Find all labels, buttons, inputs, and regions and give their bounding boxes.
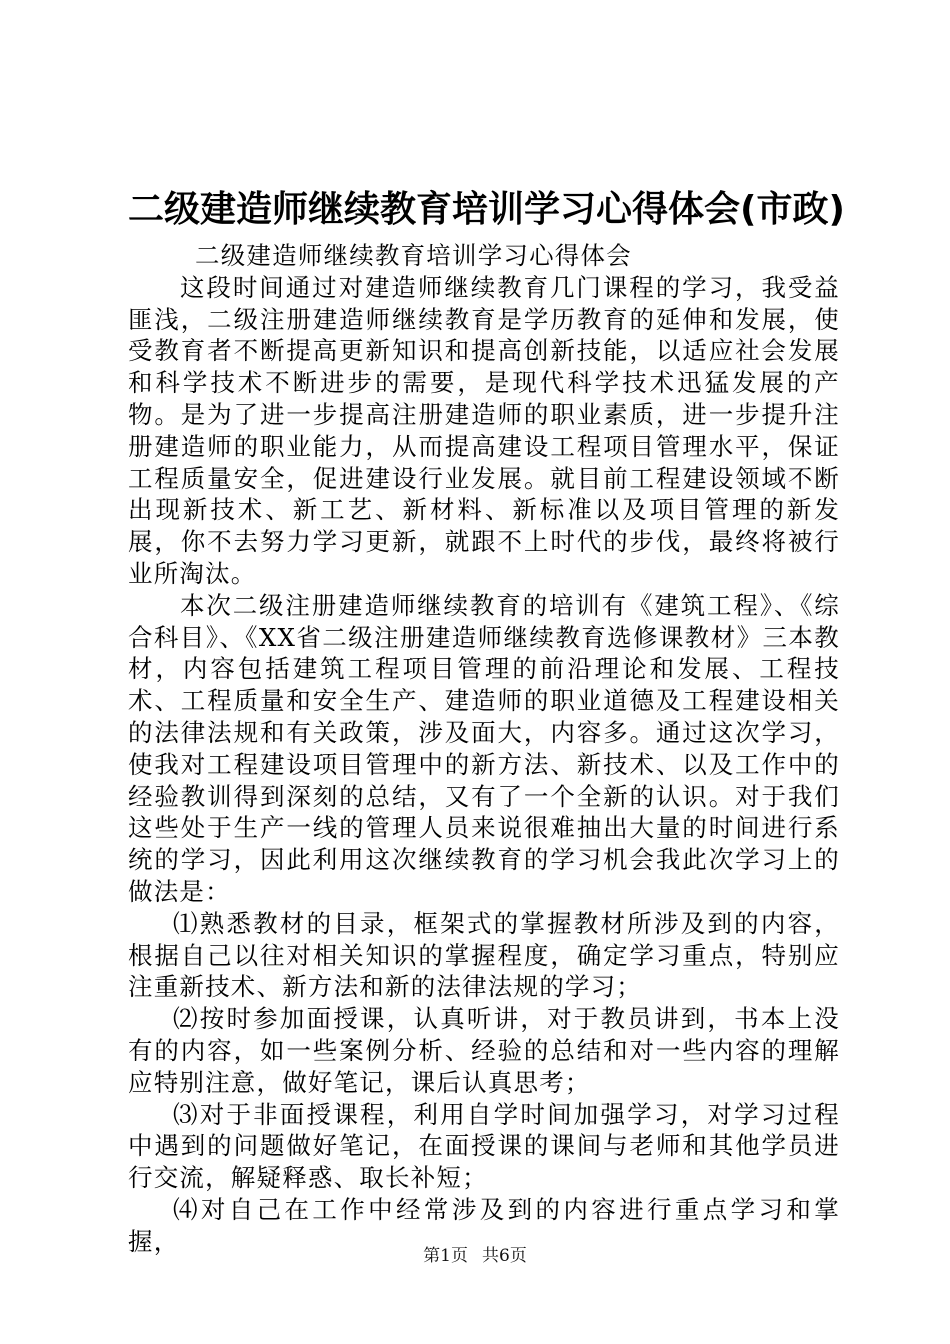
document-subtitle: 二级建造师继续教育培训学习心得体会 [195, 241, 632, 270]
page-number: 第1页 [423, 1246, 468, 1266]
page-total: 共6页 [482, 1246, 527, 1266]
page-footer [0, 1244, 950, 1268]
list-item-3: ⑶对于非面授课程，利用自学时间加强学习，对学习过程中遇到的问题做好笔记，在面授课的课间与老师和其他学员进行交流，解疑释惑、取长补短； [128, 1099, 840, 1193]
list-item-1: ⑴熟悉教材的目录，框架式的掌握教材所涉及到的内容，根据自己以往对相关知识的掌握程度，确定学习重点，特别应注重新技术、新方法和新的法律法规的学习； [128, 908, 840, 1002]
paragraph-training: 本次二级注册建造师继续教育的培训有《建筑工程》、《综合科目》、《XX省二级注册建造师继续教育选修课教材》三本教材，内容包括建筑工程项目管理的前沿理论和发展、工程技术、工程质量和安全生产、建造师的职业道德及工程建设相关的法律法规和有关政策，涉及面大，内容多。通过这次学习，使我对工程建设项目管理中的新方法、新技术、以及工作中的经验教训得到深刻的总结，又有了一个全新的认识。对于我们这些处于生产一线的管理人员来说很难抽出大量的时间进行系统的学习，因此利用这次继续教育的学习机会我此次学习上的做法是： [128, 590, 840, 906]
list-item-4: ⑷对自己在工作中经常涉及到的内容进行重点学习和掌握， [128, 1194, 840, 1256]
document-title: 二级建造师继续教育培训学习心得体会(市政) [128, 189, 845, 230]
list-item-2: ⑵按时参加面授课，认真听讲，对于教员讲到，书本上没有的内容，如一些案例分析、经验的总结和对一些内容的理解应特别注意，做好笔记，课后认真思考； [128, 1004, 840, 1097]
paragraph-intro: 这段时间通过对建造师继续教育几门课程的学习，我受益匪浅，二级注册建造师继续教育是学历教育的延伸和发展，使受教育者不断提高更新知识和提高创新技能，以适应社会发展和科学技术不断进步的需要，是现代科学技术迅猛发展的产物。是为了进一步提高注册建造师的职业素质，进一步提升注册建造师的职业能力，从而提高建设工程项目管理水平，保证工程质量安全，促进建设行业发展。就目前工程建设领域不断出现新技术、新工艺、新材料、新标准以及项目管理的新发展，你不去努力学习更新，就跟不上时代的步伐，最终将被行业所淘汰。 [128, 272, 840, 588]
document-body [128, 240, 840, 1258]
